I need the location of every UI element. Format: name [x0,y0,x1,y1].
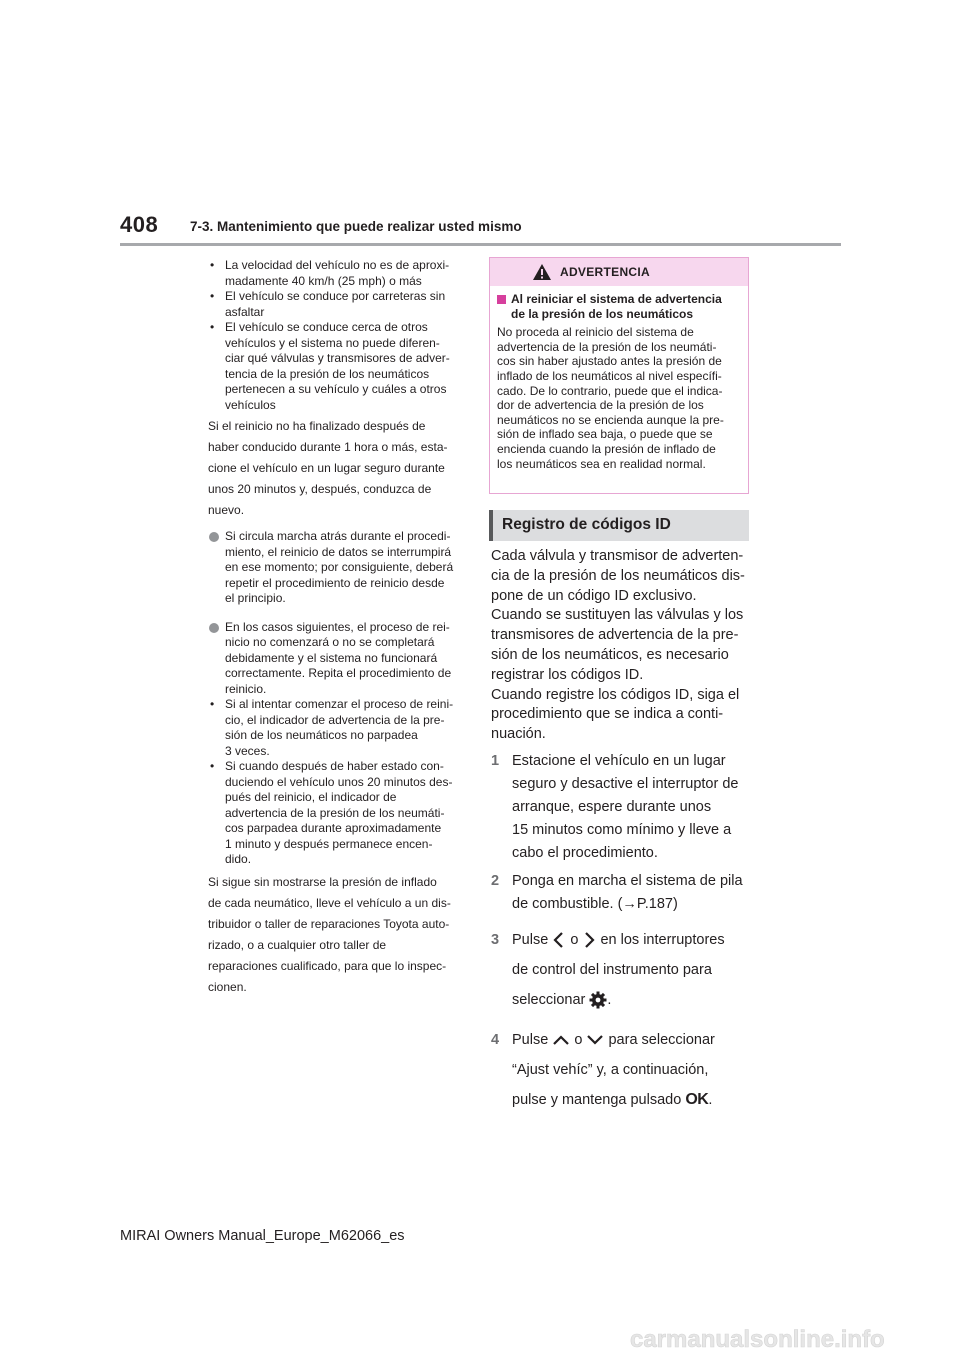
text-line: Si el reinicio no ha finalizado después de [208,419,426,433]
text-fragment: Pulse [512,931,549,948]
text-line [512,893,753,915]
text-fragment: en los interruptores [600,931,725,948]
text-line [512,925,753,955]
text-line: el principio. [225,591,286,605]
text-line: pués del reinicio, el indicador de [225,790,397,804]
text-line: vehículos [225,397,276,412]
text-line: los neumáticos sea en realidad normal. [497,456,706,471]
text-line: cado. De lo contrario, puede que el indica- [497,383,723,398]
text-line: • El vehículo se conduce cerca de otros [225,320,428,334]
page-number: 408 [120,212,159,237]
text-line: neumáticos no se encienda aunque la pre- [497,412,724,427]
gear-icon [589,991,607,1009]
page-reference-link[interactable]: P.187) [636,895,678,912]
text-line: advertencia de la presión de los neumáti- [225,805,445,820]
text-fragment: seleccionar [512,991,586,1008]
registro-heading-bar [489,510,749,541]
text-line: • El vehículo se conduce por carreteras sin [225,289,446,303]
text-line: Al reiniciar el sistema de advertencia [511,292,722,306]
text-line: advertencia de la presión de los neumáti- [497,339,717,354]
text-line: sión de los neumáticos no parpadea [225,728,418,742]
text-line: Cada válvula y transmisor de adverten- [491,548,744,564]
chevron-down-icon [586,1033,604,1047]
text-line: procedimiento que se indica a conti- [491,706,724,723]
section-title: 7-3. Mantenimiento que puede realizar usted mismo [190,219,522,234]
square-bullet-icon [497,295,506,304]
text-fragment: pulse y mantenga pulsado [512,1091,682,1108]
text-line: sión de inflado sea baja, o puede que se [497,427,713,442]
text-line: cabo el procedimiento. [512,844,658,861]
text-line: vehículos y el sistema no puede diferen- [225,335,440,350]
text-fragment: Pulse [512,1031,549,1048]
text-line: haber conducido durante 1 hora o más, esta- [208,440,448,454]
text-line: tribuidor o taller de reparaciones Toyota auto- [208,916,450,931]
text-line: miento, el reinicio de datos se interrumpirá [225,544,452,559]
step-3 [491,925,753,1015]
text-line: 3 veces. [225,743,270,758]
text-line: inflado de los neumáticos al nivel específi- [497,368,722,383]
circle-item [208,620,474,698]
registro-content [491,547,753,1115]
text-line: repetir el procedimiento de reinicio desde [225,575,445,590]
circle-item [208,529,474,607]
text-line: asfaltar [225,304,265,319]
text-line: ciar qué válvulas y transmisores de adver- [225,351,450,365]
text-line: 1 minuto y después permanece encen- [225,836,433,851]
text-line: registrar los códigos ID. [491,666,644,683]
text-fragment: o [574,1031,583,1048]
bullet-item [208,697,474,759]
footer-text: MIRAI Owners Manual_Europe_M62066_es [120,1228,405,1244]
text-line: Cuando registre los códigos ID, siga el [491,686,740,703]
chevron-left-icon [552,931,566,949]
registro-intro [491,547,753,745]
circle-bullet-icon [209,532,219,542]
bullet-item [208,258,474,289]
warning-triangle-icon [532,263,552,281]
text-line: Si sigue sin mostrarse la presión de inflado [208,874,437,889]
circle-bullet-icon [209,623,219,633]
text-fragment: . [708,1091,713,1108]
step-number: 2 [491,872,500,889]
text-fragment: de combustible. ( [512,895,623,912]
registro-heading: Registro de códigos ID [502,516,671,533]
text-line: cionen. [208,979,247,994]
text-line: Cuando se sustituyen las válvulas y los [491,607,744,624]
chevron-right-icon [582,931,596,949]
text-line: • La velocidad del vehículo no es de aproxi- [225,258,450,272]
step-number: 3 [491,931,500,948]
text-line: duciendo el vehículo unos 20 minutos des- [225,774,453,789]
header-rule [120,243,841,246]
text-fragment: para seleccionar [608,1031,715,1048]
text-line: pone de un código ID exclusivo. [491,587,697,604]
step-4 [491,1025,753,1115]
arrow-icon: → [622,895,637,912]
svg-text:carmanualsonline.info: carmanualsonline.info [630,1326,885,1353]
text-line: correctamente. Repita el procedimiento de [225,666,452,680]
text-line: nicio no comenzará o no se completará [225,635,435,649]
text-line: No proceda al reinicio del sistema de [497,325,694,340]
text-line: en ese momento; por consiguiente, deberá [225,560,454,574]
watermark-logo [628,1318,960,1358]
paragraph-restart [208,416,474,521]
text-line: “Ajust vehíc” y, a continuación, [512,1061,709,1078]
text-line: seguro y desactive el interruptor de [512,775,739,792]
text-line: cio, el indicador de advertencia de la pre- [225,712,445,727]
text-line: Si circula marcha atrás durante el procedi- [225,529,451,543]
step-number: 1 [491,752,500,769]
text-line: cos parpadea durante aproximadamente [225,821,442,835]
heading-accent [489,510,493,541]
warning-subtitle [497,292,741,321]
text-line: dido. [225,852,252,866]
text-line: tencia de la presión de los neumáticos [225,366,430,381]
warning-header [490,258,748,286]
text-fragment: o [570,931,579,948]
text-line: madamente 40 km/h (25 mph) o más [225,273,422,288]
text-line: reparaciones cualificado, para que lo inspec- [208,958,447,973]
text-line: nuevo. [208,503,245,517]
text-line: cos sin haber ajustado antes la presión de [497,354,722,369]
text-line [512,1085,753,1115]
text-line: debidamente y el sistema no funcionará [225,650,438,665]
paragraph-dealer [208,872,474,998]
text-line: cione el vehículo en un lugar seguro durante [208,461,445,475]
text-line: encienda cuando la presión de inflado de [497,441,716,456]
text-line: nuación. [491,726,546,743]
text-line [512,985,753,1015]
text-fragment: . [607,991,612,1008]
step-2 [491,870,753,915]
text-line: rizado, o a cualquier otro taller de [208,937,387,952]
bullet-item [208,289,474,320]
text-line: • Si al intentar comenzar el proceso de reini- [225,697,454,711]
text-line: Estacione el vehículo en un lugar [512,752,726,769]
text-line [512,1025,753,1055]
text-line: transmisores de advertencia de la pre- [491,627,739,644]
text-line: pertenecen a su vehículo y cuáles a otros [225,382,447,396]
warning-body [490,286,748,471]
text-line: sión de los neumáticos, es necesario [491,646,729,663]
step-1 [491,750,753,864]
text-line: de la presión de los neumáticos [511,306,694,321]
text-line: reinicio. [225,681,267,696]
warning-box [489,257,749,494]
chevron-up-icon [552,1033,570,1047]
warning-title: ADVERTENCIA [560,265,650,279]
text-line: unos 20 minutos y, después, conduzca de [208,482,432,496]
text-line: de control del instrumento para [512,961,712,978]
text-line: arranque, espere durante unos [512,798,712,815]
bullet-item [208,759,474,868]
text-line: cia de la presión de los neumáticos dis- [491,567,745,584]
step-number: 4 [491,1031,500,1048]
text-line: 15 minutos como mínimo y lleve a [512,821,732,838]
left-column [208,258,474,1006]
text-line: de cada neumático, lleve el vehículo a un dis- [208,895,451,910]
bullet-item [208,320,474,413]
text-line: • Si cuando después de haber estado con- [225,759,444,773]
text-line: En los casos siguientes, el proceso de rei- [225,619,450,634]
text-line: Ponga en marcha el sistema de pila [512,872,743,889]
ok-button-icon: OK [685,1090,709,1108]
text-line: dor de advertencia de la presión de los [497,398,704,413]
